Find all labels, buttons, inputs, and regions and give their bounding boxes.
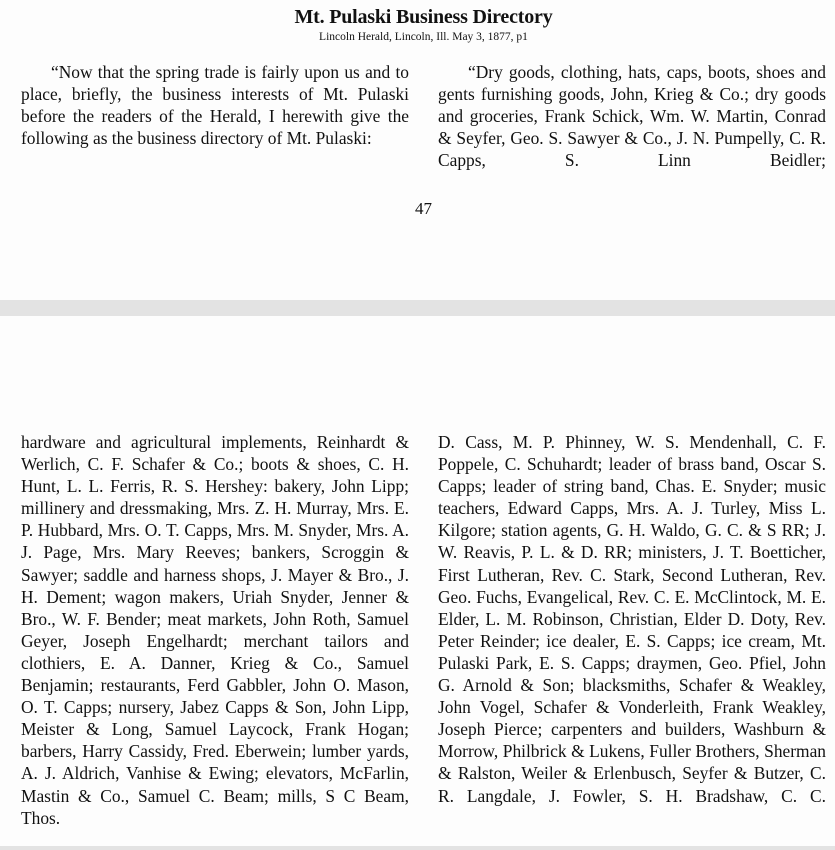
document-title: Mt. Pulaski Business Directory: [294, 6, 553, 28]
page2-left-column: hardware and agricultural implements, Reinhardt & Werlich, C. F. Schafer & Co.; boots & shoes, C. H. Hunt, L. L. Ferris, R. S. Hershey: bakery, John Lipp; millinery and dressmaking, Mrs. Z. H. Murray, Mrs. E. P. Hubbard, Mrs. O. T. Capps, Mrs. M. Snyder, Mrs. A. J. Page, Mrs. Mary Reeves; bankers, Scroggin & Sawyer; saddle and harness shops, J. Mayer & Bro., J. H. Dement; wagon makers, Uriah Snyder, Jenner & Bro., W. F. Bender; meat markets, John Roth, Samuel Geyer, Joseph Engelhardt; merchant tailors and clothiers, E. A. Danner, Krieg & Co., Samuel Benjamin; restaurants, Ferd Gabbler, John O. Mason, O. T. Capps; nursery, Jabez Capps & Son, John Lipp, Meister & Long, Samuel Laycock, Frank Hogan; barbers, Harry Cassidy, Fred. Eberwein; lumber yards, A. J. Aldrich, Vanhise & Ewing; elevators, McFarlin, Mastin & Co., Samuel C. Beam; mills, S C Beam, Thos.: [21, 432, 409, 828]
page-separator: [0, 300, 835, 316]
document-source-citation: Lincoln Herald, Lincoln, Ill. May 3, 1877, p1: [319, 31, 528, 43]
document-page-47: [0, 0, 835, 300]
page-number: 47: [415, 199, 432, 218]
document-page-48: [0, 316, 835, 846]
page1-right-column: “Dry goods, clothing, hats, caps, boots, shoes and gents furnishing goods, John, Krieg & Co.; dry goods and groceries, Frank Schick, Wm. W. Martin, Conrad & Seyfer, Geo. S. Sawyer & Co., J. N. Pumpelly, C. R. Capps, S. Linn Beidler;: [438, 62, 826, 171]
page1-left-column: “Now that the spring trade is fairly upon us and to place, briefly, the business interests of Mt. Pulaski before the readers of the Herald, I herewith give the following as the business directory of Mt. Pulaski:: [21, 62, 409, 149]
page2-right-column: D. Cass, M. P. Phinney, W. S. Mendenhall, C. F. Poppele, C. Schuhardt; leader of brass band, Oscar S. Capps; leader of string band, Chas. E. Snyder; music teachers, Edward Capps, Mrs. A. J. Turley, Miss L. Kilgore; station agents, G. H. Waldo, G. C. & S RR; J. W. Reavis, P. L. & D. RR; ministers, J. T. Boetticher, First Lutheran, Rev. C. Stark, Second Lutheran, Rev. Geo. Fuchs, Evangelical, Rev. C. E. McClintock, M. E. Elder, L. M. Robinson, Christian, Elder D. Doty, Rev. Peter Reinder; ice dealer, E. S. Capps; ice cream, Mt. Pulaski Park, E. S. Capps; draymen, Geo. Pfiel, John G. Arnold & Son; blacksmiths, Schafer & Weakley, John Vogel, Schafer & Vonderleith, Frank Weakley, Joseph Pierce; carpenters and builders, Washburn & Morrow, Philbrick & Lukens, Fuller Brothers, Sherman & Ralston, Weiler & Erlenbusch, Seyfer & Butzer, C. R. Langdale, J. Fowler, S. H. Bradshaw, C. C.: [438, 432, 826, 806]
